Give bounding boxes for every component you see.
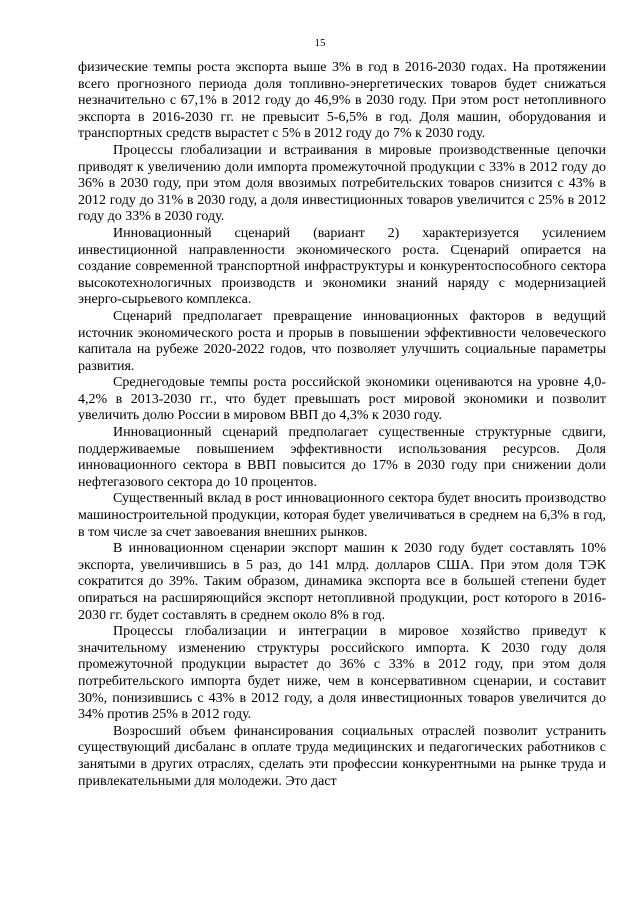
body-text [78,60,606,790]
paragraph-machine-exports: В инновационном сценарии экспорт машин к 2030 году будет составлять 10% экспорта, увеличившись в 5 раз, до 141 млрд. долларов США. При этом доля ТЭК сократится до 39%. Таким образом, динамика экспорта все в большей степени будет опираться на расширяющийся экспорт нетопливной продукции, рост которого в 2016-2030 гг. будет составлять в среднем около 8% в год. [78,541,606,623]
paragraph-export-growth: физические темпы роста экспорта выше 3% в год в 2016-2030 годах. На протяжении всего прогнозного периода доля топливно-энергетических товаров будет снижаться незначительно с 67,1% в 2012 году до 46,9% в 2030 году. При этом рост нетопливного экспорта в 2016-2030 гг. не превысит 5-6,5% в год. Доля машин, оборудования и транспортных средств вырастет с 5% в 2012 году до 7% к 2030 году. [78,60,606,142]
page-number: 15 [314,37,326,49]
paragraph-growth-rates: Среднегодовые темпы роста российской экономики оцениваются на уровне 4,0-4,2% в 2013-2030 гг., что будет превышать рост мировой экономики и позволит увеличить долю России в мировом ВВП до 4,3% к 2030 году. [78,375,606,424]
paragraph-social-financing: Возросший объем финансирования социальных отраслей позволит устранить существующий дисбаланс в оплате труда медицинских и педагогических работников с занятыми в других отраслях, сделать эти профессии конкурентными на рынке труда и привлекательными для молодежи. Это даст [78,723,606,789]
paragraph-structural-shifts: Инновационный сценарий предполагает существенные структурные сдвиги, поддерживаемые повышением эффективности использования ресурсов. Доля инновационного сектора в ВВП повысится до 17% в 2030 году при снижении доли нефтегазового сектора до 10 процентов. [78,425,606,490]
paragraph-innovation-factors: Сценарий предполагает превращение инновационных факторов в ведущий источник экономического роста и прорыв в повышении эффективности человеческого капитала на рубеже 2020-2022 годов, что позволяет улучшить социальные параметры развития. [78,308,606,374]
paragraph-import-structure: Процессы глобализации и интеграции в мировое хозяйство приведут к значительному изменению структуры российского импорта. К 2030 году доля промежуточной продукции вырастет до 36% с 33% в 2012 году, при этом доля потребительского импорта будет ниже, чем в консервативном сценарии, и составит 30%, понизившись с 43% в 2012 году, а доля инвестиционных товаров увеличится до 34% против 25% в 2012 году. [78,624,606,723]
paragraph-machine-building: Существенный вклад в рост инновационного сектора будет вносить производство машиностроительной продукции, которая будет увеличиваться в среднем на 6,3% в год, в том числе за счет завоевания внешних рынков. [78,491,606,540]
paragraph-globalization-imports: Процессы глобализации и встраивания в мировые производственные цепочки приводят к увеличению доли импорта промежуточной продукции с 33% в 2012 году до 36% в 2030 году, при этом доля ввозимых потребительских товаров снизится с 43% в 2012 году до 31% в 2030 году, а доля инвестиционных товаров увеличится с 25% в 2012 году до 33% в 2030 году. [78,142,606,225]
paragraph-innovation-scenario: Инновационный сценарий (вариант 2) характеризуется усилением инвестиционной направленности экономического роста. Сценарий опирается на создание современной транспортной инфраструктуры и конкурентоспособного сектора высокотехнологичных производств и экономики знаний наряду с модернизацией энерго-сырьевого комплекса. [78,225,606,308]
